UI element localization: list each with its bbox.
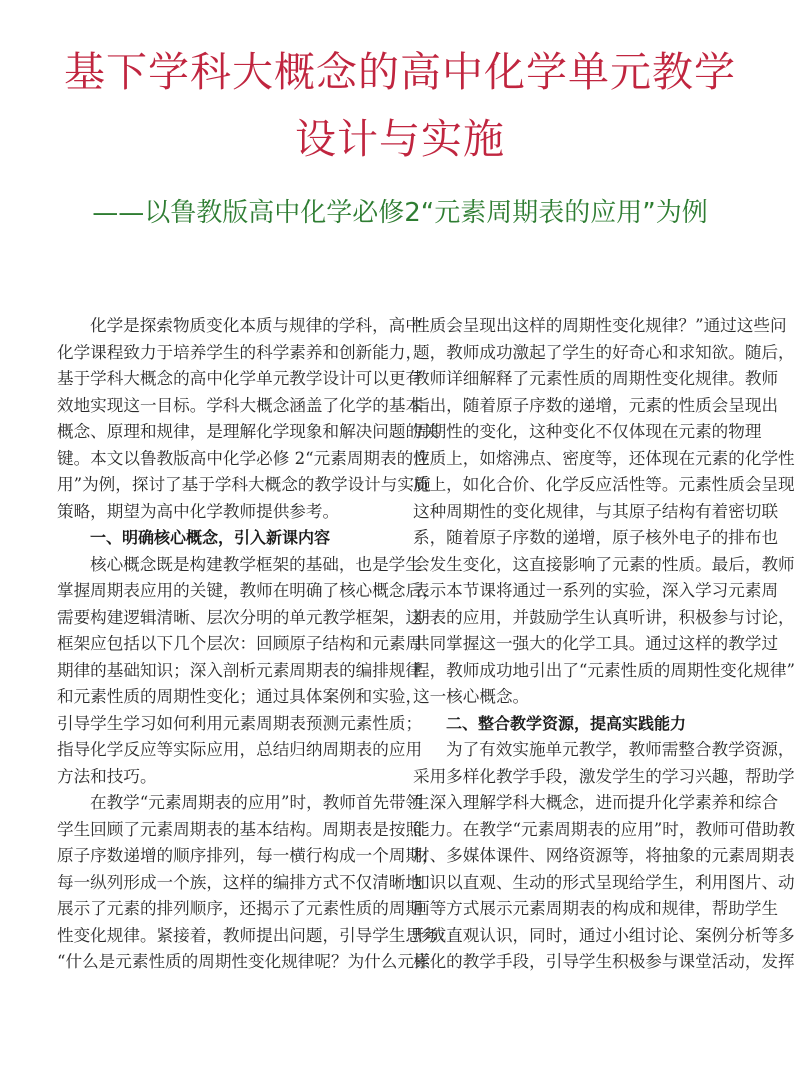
paragraph-line: 题，教师成功激起了学生的好奇心和求知欲。随后， [413, 342, 795, 362]
article-title-line-1: 基下学科大概念的高中化学单元教学 [64, 48, 736, 96]
paragraph-line: 指出，随着原子序数的递增，元素的性质会呈现出 [413, 395, 779, 415]
paragraph-line: 能力。在教学“元素周期表的应用”时，教师可借助教 [413, 819, 796, 839]
paragraph-line: 和元素性质的周期性变化；通过具体案例和实验， [57, 687, 423, 706]
paragraph-line: 表示本节课将通过一系列的实验，深入学习元素周 [413, 581, 779, 600]
paragraph-line: “什么是元素性质的周期性变化规律呢？为什么元素 [57, 952, 431, 971]
paragraph-line: 性质上，如熔沸点、密度等，还体现在元素的化学性 [413, 448, 795, 468]
paragraph-line: 期律的基础知识；深入剖析元素周期表的编排规律 [57, 660, 423, 680]
paragraph-line: 化学是探索物质变化本质与规律的学科，高中 [90, 316, 422, 335]
paragraph-line: 性变化规律。紧接着，教师提出问题，引导学生思考： [57, 925, 456, 945]
paragraph-line: 性质会呈现出这样的周期性变化规律？”通过这些问 [413, 316, 787, 335]
paragraph-line: 化学课程致力于培养学生的科学素养和创新能力， [57, 342, 423, 362]
paragraph-line: 形成直观认识，同时，通过小组讨论、案例分析等多 [413, 925, 795, 945]
paragraph-line: 材、多媒体课件、网络资源等，将抽象的元素周期表 [413, 846, 795, 865]
paragraph-line: 框架应包括以下几个层次：回顾原子结构和元素周 [57, 634, 423, 653]
paragraph-line: 样化的教学手段，引导学生积极参与课堂活动，发挥 [413, 952, 795, 971]
paragraph-line: 每一纵列形成一个族，这样的编排方式不仅清晰地 [57, 872, 423, 892]
paragraph-line: 周期性的变化，这种变化不仅体现在元素的物理 [413, 422, 762, 441]
paragraph-line: 这种周期性的变化规律，与其原子结构有着密切联 [413, 501, 779, 521]
paragraph-line: 共同掌握这一强大的化学工具。通过这样的教学过 [413, 634, 779, 653]
paragraph-line: 程，教师成功地引出了“元素性质的周期性变化规律” [413, 660, 796, 680]
paragraph-line: 指导化学反应等实际应用，总结归纳周期表的应用 [57, 740, 423, 759]
paragraph-line: 在教学“元素周期表的应用”时，教师首先带领 [90, 793, 423, 812]
paragraph-line: 为了有效实施单元教学，教师需整合教学资源， [446, 740, 795, 759]
paragraph-line: 这一核心概念。 [413, 687, 530, 706]
paragraph-line: 需要构建逻辑清晰、层次分明的单元教学框架，这一 [57, 607, 439, 627]
paragraph-line: 知识以直观、生动的形式呈现给学生，利用图片、动 [413, 872, 795, 892]
paragraph-line: 原子序数递增的顺序排列，每一横行构成一个周期， [57, 846, 439, 865]
paragraph-line: 方法和技巧。 [57, 766, 157, 786]
paragraph-line: 概念、原理和规律，是理解化学现象和解决问题的关 [57, 422, 439, 441]
paragraph-line: 教师详细解释了元素性质的周期性变化规律。教师 [413, 369, 779, 388]
paragraph-line: 效地实现这一目标。学科大概念涵盖了化学的基本 [57, 395, 423, 415]
paragraph-line: 期表的应用，并鼓励学生认真听讲，积极参与讨论， [413, 607, 795, 627]
paragraph-line: 采用多样化教学手段，激发学生的学习兴趣，帮助学 [413, 766, 795, 786]
section-heading-1: 一、明确核心概念，引入新课内容 [90, 528, 331, 547]
paragraph-line: 核心概念既是构建教学框架的基础，也是学生 [90, 554, 422, 574]
paragraph-line: 引导学生学习如何利用元素周期表预测元素性质； [57, 713, 423, 733]
paragraph-line: 画等方式展示元素周期表的构成和规律，帮助学生 [413, 899, 779, 918]
article-title-line-2: 设计与实施 [295, 115, 505, 163]
paragraph-line: 会发生变化，这直接影响了元素的性质。最后，教师 [413, 554, 795, 574]
paragraph-line: 用”为例，探讨了基于学科大概念的教学设计与实施 [57, 475, 431, 494]
paragraph-line: 策略，期望为高中化学教师提供参考。 [57, 501, 340, 521]
paragraph-line: 系，随着原子序数的递增，原子核外电子的排布也 [413, 528, 779, 547]
article-subtitle: ——以鲁教版高中化学必修2“元素周期表的应用”为例 [92, 198, 708, 228]
paragraph-line: 掌握周期表应用的关键，教师在明确了核心概念后， [57, 581, 439, 600]
paragraph-line: 质上，如化合价、化学反应活性等。元素性质会呈现 [413, 475, 795, 494]
paragraph-line: 展示了元素的排列顺序，还揭示了元素性质的周期 [57, 899, 423, 918]
section-heading-2: 二、整合教学资源，提高实践能力 [446, 713, 687, 733]
paragraph-line: 键。本文以鲁教版高中化学必修 2“元素周期表的应 [57, 448, 430, 468]
left-column [57, 313, 456, 976]
paragraph-line: 基于学科大概念的高中化学单元教学设计可以更有 [57, 369, 423, 388]
paragraph-line: 生深入理解学科大概念，进而提升化学素养和综合 [413, 793, 779, 812]
paragraph-line: 学生回顾了元素周期表的基本结构。周期表是按照 [57, 819, 423, 839]
right-column [413, 313, 796, 976]
